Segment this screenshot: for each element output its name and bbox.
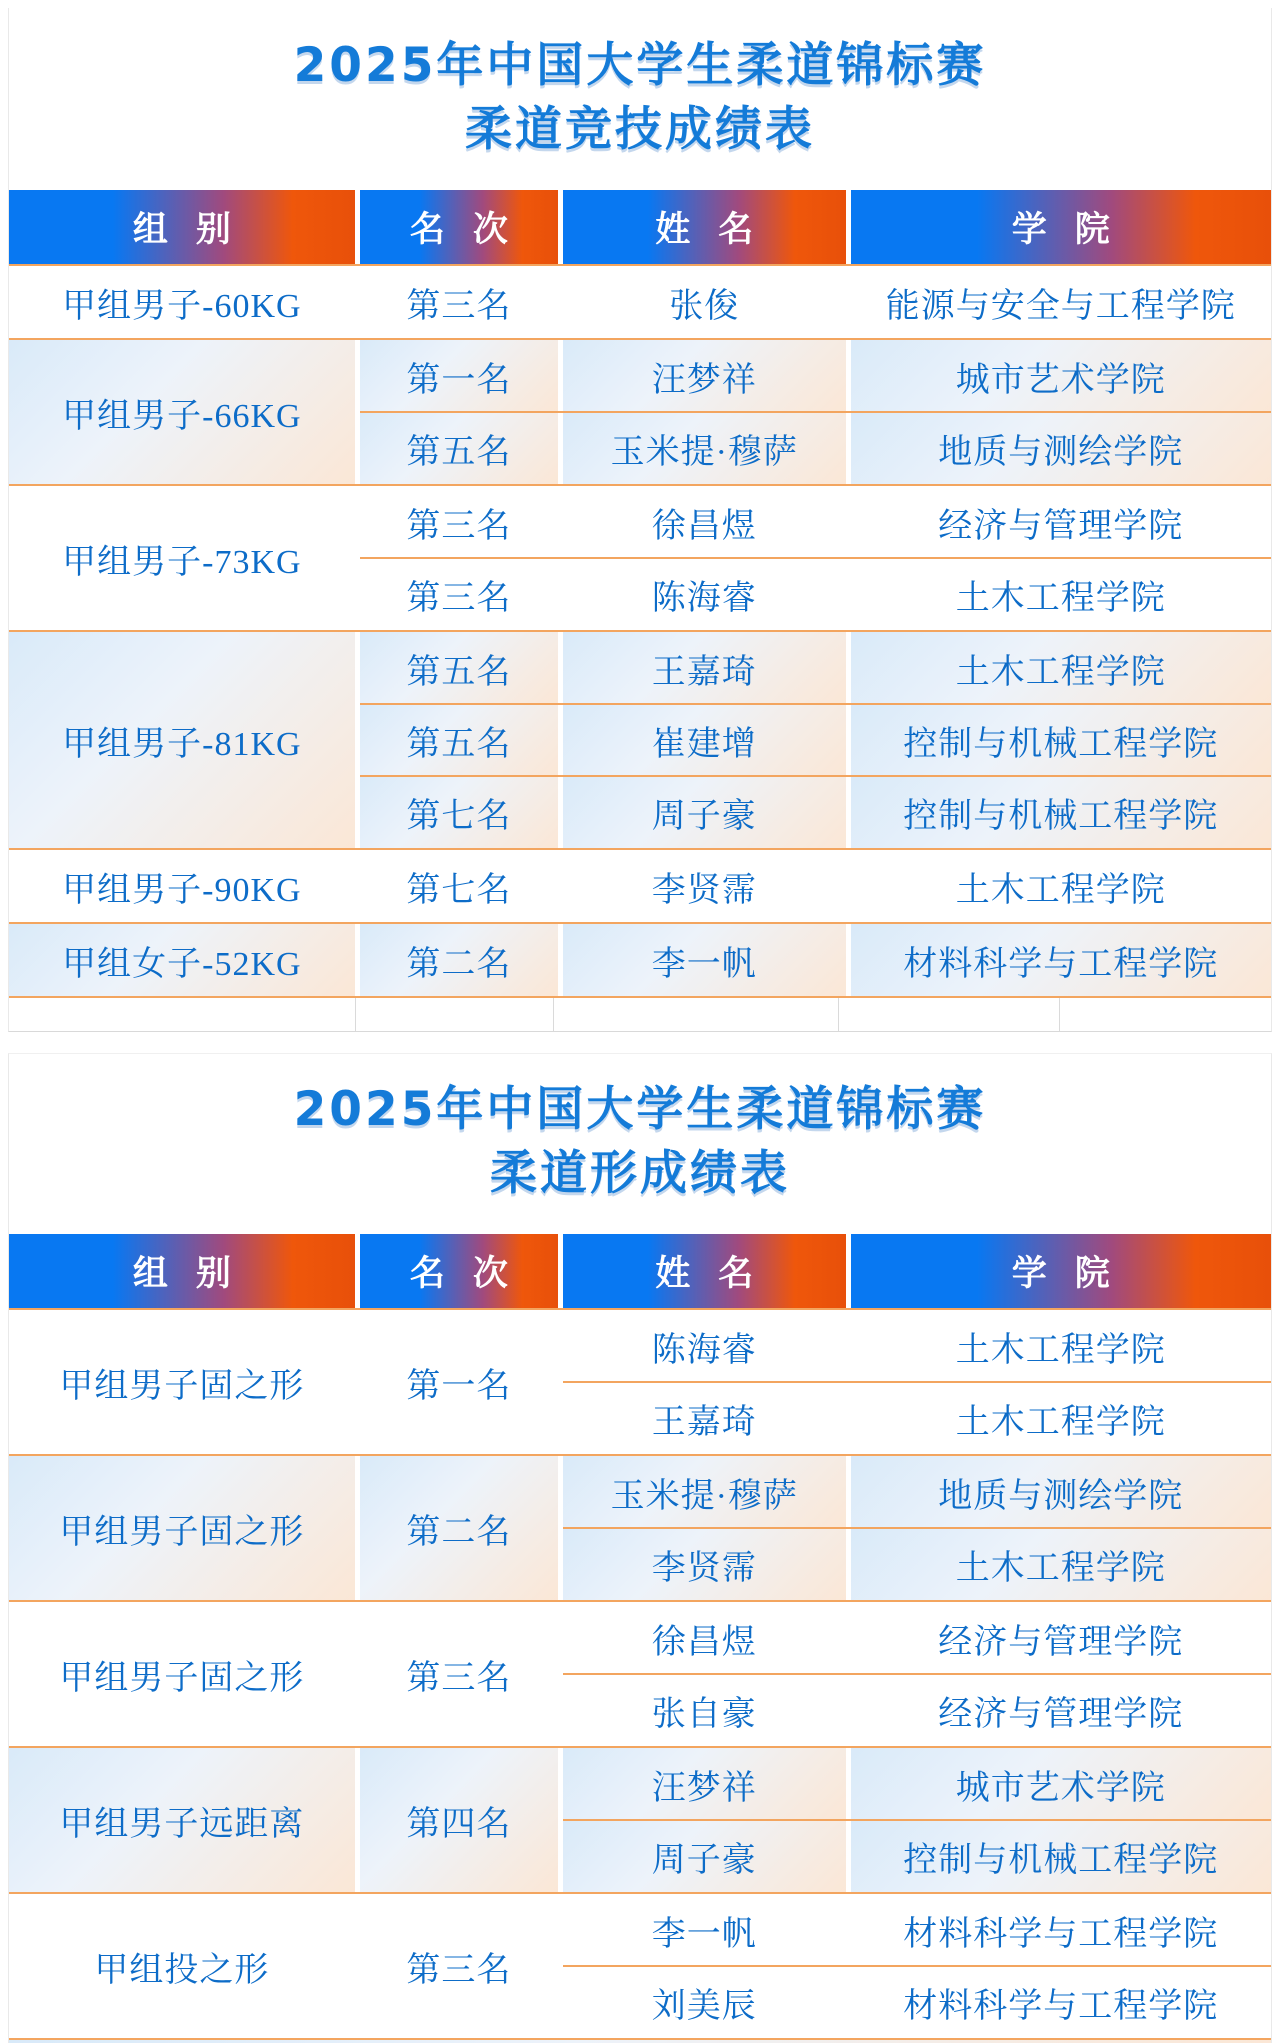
sub-row-divider	[563, 1819, 1271, 1821]
rank-cell: 第四名	[360, 1748, 558, 1892]
rank-cell: 第三名	[406, 1659, 512, 1697]
college-cell: 土木工程学院	[851, 1528, 1271, 1600]
kata-results-card	[8, 1053, 1272, 2043]
name-cell: 张自豪	[651, 1695, 757, 1733]
result-group	[9, 1892, 1271, 2038]
rank-cell: 第三名	[406, 579, 512, 617]
result-group	[9, 848, 1271, 922]
table2-title-line-2: 柔道形成绩表	[490, 1146, 790, 1201]
table2-header-group: 组别	[9, 1234, 355, 1308]
rank-cell: 第五名	[360, 704, 558, 776]
rank-cell: 第三名	[406, 287, 512, 325]
table1-header-row	[9, 190, 1271, 264]
name-cell: 李一帆	[563, 924, 846, 996]
table2-title-line-1: 2025年中国大学生柔道锦标赛	[293, 1082, 987, 1137]
result-group	[9, 1454, 1271, 1600]
college-cell: 控制与机械工程学院	[851, 704, 1271, 776]
college-cell: 控制与机械工程学院	[851, 776, 1271, 848]
college-cell: 城市艺术学院	[851, 340, 1271, 412]
competition-results-card	[8, 8, 1272, 1032]
name-cell: 汪梦祥	[563, 340, 846, 412]
rank-cell: 第七名	[406, 871, 512, 909]
rank-cell: 第一名	[406, 1367, 512, 1405]
name-cell: 玉米提·穆萨	[563, 412, 846, 484]
college-cell: 土木工程学院	[955, 1403, 1166, 1441]
table2-next-row-sliver	[9, 2038, 1271, 2043]
group-cell: 甲组男子远距离	[9, 1748, 355, 1892]
result-group	[9, 1600, 1271, 1746]
sub-row-divider	[360, 411, 1271, 413]
table2-header-college: 学院	[851, 1234, 1271, 1308]
rank-cell: 第五名	[360, 632, 558, 704]
table1-body	[9, 264, 1271, 996]
sub-row-divider	[360, 703, 1271, 705]
result-group	[9, 484, 1271, 630]
table1-header-name: 姓名	[563, 190, 846, 264]
college-cell: 土木工程学院	[851, 632, 1271, 704]
table1-header-college: 学院	[851, 190, 1271, 264]
college-cell: 材料科学与工程学院	[851, 924, 1271, 996]
table2-header-name: 姓名	[563, 1234, 846, 1308]
table1-title	[9, 38, 1271, 158]
name-cell: 李一帆	[651, 1915, 757, 1953]
rank-cell: 第五名	[360, 412, 558, 484]
table2-header-rank: 名次	[360, 1234, 558, 1308]
name-cell: 张俊	[669, 287, 740, 325]
rank-cell: 第三名	[406, 1951, 512, 1989]
college-cell: 土木工程学院	[955, 871, 1166, 909]
sub-row-divider	[563, 1381, 1271, 1383]
column-divider	[553, 998, 554, 1031]
name-cell: 周子豪	[563, 1820, 846, 1892]
name-cell: 陈海睿	[651, 1331, 757, 1369]
sub-row-divider	[360, 557, 1271, 559]
result-group	[9, 338, 1271, 484]
name-cell: 周子豪	[563, 776, 846, 848]
college-cell: 土木工程学院	[955, 579, 1166, 617]
name-cell: 徐昌煜	[651, 507, 757, 545]
name-cell: 王嘉琦	[563, 632, 846, 704]
name-cell: 玉米提·穆萨	[563, 1456, 846, 1528]
table1-title-line-2: 柔道竞技成绩表	[465, 102, 815, 157]
column-divider	[838, 998, 839, 1031]
college-cell: 地质与测绘学院	[851, 412, 1271, 484]
result-group	[9, 1308, 1271, 1454]
table1-trailing-empty-row	[9, 996, 1271, 1031]
college-cell: 地质与测绘学院	[851, 1456, 1271, 1528]
sub-row-divider	[563, 1673, 1271, 1675]
group-cell: 甲组男子固之形	[59, 1367, 305, 1405]
group-cell: 甲组投之形	[94, 1951, 270, 1989]
result-group	[9, 630, 1271, 848]
group-cell: 甲组男子-73KG	[62, 543, 302, 581]
college-cell: 土木工程学院	[955, 1331, 1166, 1369]
table1-header-group: 组别	[9, 190, 355, 264]
college-cell: 能源与安全与工程学院	[885, 287, 1236, 325]
college-cell: 经济与管理学院	[938, 1623, 1184, 1661]
college-cell: 经济与管理学院	[938, 507, 1184, 545]
sub-row-divider	[563, 1527, 1271, 1529]
college-cell: 材料科学与工程学院	[903, 1987, 1219, 2025]
column-divider	[1059, 998, 1060, 1031]
result-group	[9, 1746, 1271, 1892]
name-cell: 李贤霈	[563, 1528, 846, 1600]
sub-row-divider	[563, 1965, 1271, 1967]
table2-body	[9, 1308, 1271, 2038]
college-cell: 经济与管理学院	[938, 1695, 1184, 1733]
group-cell: 甲组男子-60KG	[62, 287, 302, 325]
sub-row-divider	[360, 775, 1271, 777]
result-group	[9, 264, 1271, 338]
name-cell: 王嘉琦	[651, 1403, 757, 1441]
table2-header-row	[9, 1234, 1271, 1308]
college-cell: 材料科学与工程学院	[903, 1915, 1219, 1953]
college-cell: 控制与机械工程学院	[851, 1820, 1271, 1892]
group-cell: 甲组男子-81KG	[9, 632, 355, 848]
rank-cell: 第一名	[360, 340, 558, 412]
table2-title	[9, 1082, 1271, 1202]
name-cell: 汪梦祥	[563, 1748, 846, 1820]
rank-cell: 第七名	[360, 776, 558, 848]
table1-title-line-1: 2025年中国大学生柔道锦标赛	[293, 38, 987, 93]
result-group	[9, 922, 1271, 996]
rank-cell: 第二名	[360, 924, 558, 996]
group-cell: 甲组男子固之形	[59, 1659, 305, 1697]
name-cell: 徐昌煜	[651, 1623, 757, 1661]
group-cell: 甲组男子-90KG	[62, 871, 302, 909]
group-cell: 甲组男子-66KG	[9, 340, 355, 484]
group-cell: 甲组女子-52KG	[9, 924, 355, 996]
name-cell: 崔建增	[563, 704, 846, 776]
table1-header-rank: 名次	[360, 190, 558, 264]
name-cell: 陈海睿	[651, 579, 757, 617]
rank-cell: 第三名	[406, 507, 512, 545]
college-cell: 城市艺术学院	[851, 1748, 1271, 1820]
name-cell: 刘美辰	[651, 1987, 757, 2025]
name-cell: 李贤霈	[651, 871, 757, 909]
rank-cell: 第二名	[360, 1456, 558, 1600]
column-divider	[355, 998, 356, 1031]
group-cell: 甲组男子固之形	[9, 1456, 355, 1600]
